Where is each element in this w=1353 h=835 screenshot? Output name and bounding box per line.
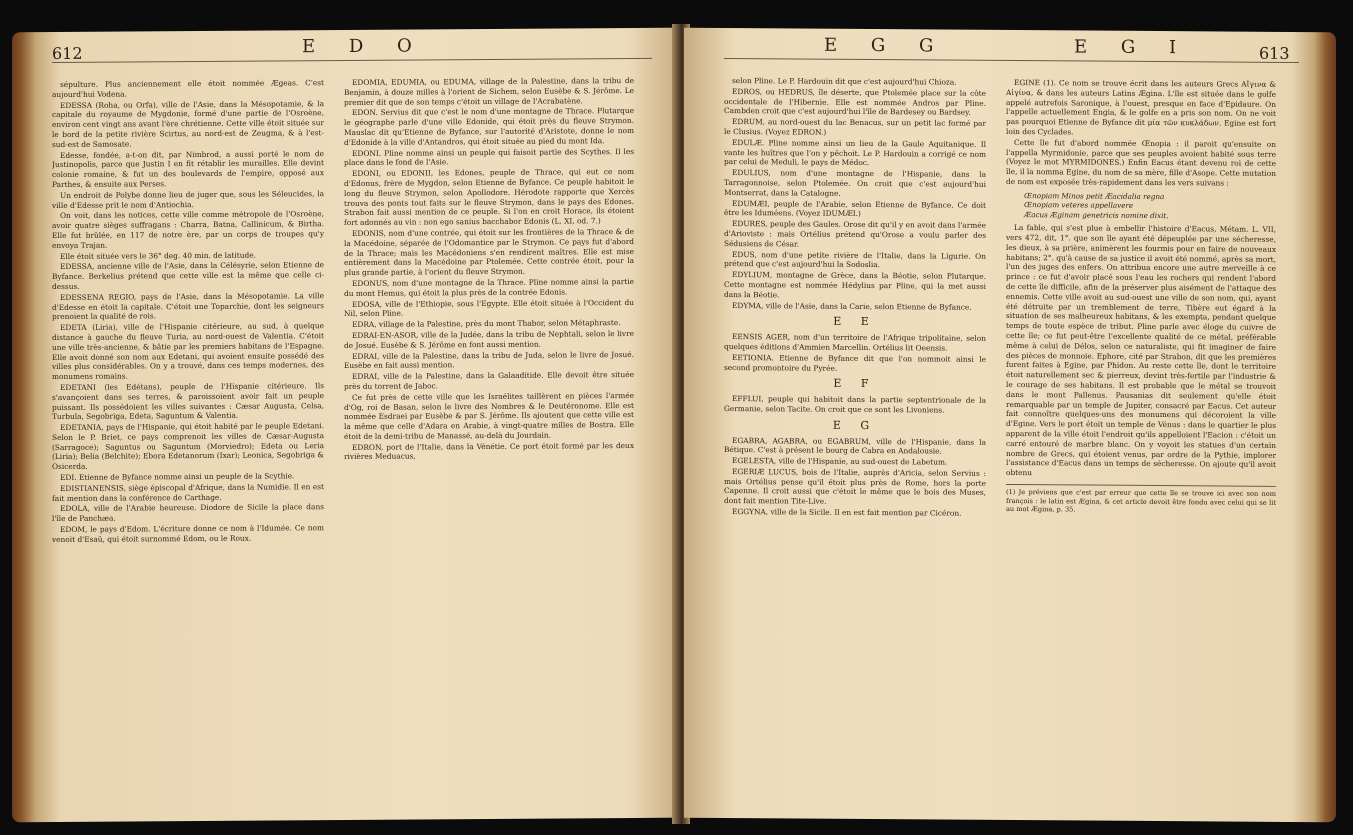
left-column-2 [344, 76, 634, 813]
section-heading-eg: E G [832, 418, 878, 432]
dictionary-entry: EDROS, ou HEDRUS, île déserte, que Ptolemée place sur la côte occidentale de l'Hibernie. Elle est nommée Andros par Pline. Cambden croit que c'est aujourd'hui l'île de Bardesey ou Bardsey. [724, 86, 986, 118]
dictionary-entry: EDUS, nom d'une petite rivière de l'Italie, dans la Ligurie. On prétend que c'est aujourd'hui la Sodoslia. [724, 249, 986, 270]
left-page [12, 28, 680, 823]
dictionary-entry: selon Pline. Le P. Hardouin dit que c'est aujourd'hui Chioza. [732, 76, 957, 87]
dictionary-entry: Cette île fut d'abord nommée Œnopia : il paroit qu'ensuite on l'appella Myrmidonie, parce que ses peuples avoient habité sous terre (Voyez le mot MYRMIDONES.) Enfin Eacus étant devenu roi de cette île, il la nomma Egine, du nom de sa mère, fille d'Asope. Cette mutation de nom est exposée très-rapidement dans les vers suivans : [1006, 137, 1276, 188]
dictionary-entry: EDRA, village de la Palestine, près du mont Thabor, selon Métaphraste. [352, 318, 621, 330]
dictionary-entry: EDESSA, ancienne ville de l'Asie, dans la Célésyrie, selon Etienne de Byfance. Berkelius prétend que cette ville est la même que celle ci-dessus. [52, 260, 324, 291]
right-column-1 [724, 76, 986, 813]
dictionary-entry: EDETANI (les Edétans), peuple de l'Hispanie citérieure. Ils s'avançoient dans ses terres, & paroissoient avoir fait un peuple puissant. Ils possédoient les villes suivantes : Cæsar Augusta, Celsa, Turbula, Segobriga, Edeta, Saguntum & Valentia. [52, 381, 324, 422]
dictionary-entry: EDRAI, ville de la Palestine, dans la Galaaditide. Elle devoit être située près du torrent de Jaboc. [344, 370, 634, 391]
dictionary-entry: EGELESTA, ville de l'Hispanie, au sud-ouest de Labetum. [732, 456, 948, 467]
dictionary-entry: EDYLIUM, montagne de Grèce, dans la Béotie, selon Plutarque. Cette montagne est nommée Hédylius par Pline, qui la met aussi dans la Béotie. [724, 270, 986, 300]
dictionary-entry: EDURES, peuple des Gaules. Orose dit qu'il y en avoit dans l'armée d'Arioviste : mais Ortélius prétend qu'Orose a voulu parler des Sédusiens de César. [724, 219, 986, 249]
dictionary-entry: EDON. Servius dit que c'est le nom d'une montagne de Thrace. Plutarque le géographe parle d'une ville Edonide, qui étoit près du fleuve Strymon. Mauslac dit qu'Etienne de Byfance, sur l'autorité d'Aristote, donne le nom d'Edonide à la ville d'Antandros, qui étoit située au pied du mont Ida. [344, 106, 634, 147]
dictionary-entry: EFFLUI, peuple qui habitoit dans la partie septentrionale de la Germanie, selon Tacite. On croit que ce sont les Livoniens. [724, 394, 986, 415]
verse-line: Œnopiam veteres appellavere [1024, 200, 1134, 211]
dictionary-entry: Un endroit de Polybe donne lieu de juger que, sous les Séleucides, la ville d'Edesse prit le nom d'Antiochia. [52, 188, 324, 210]
dictionary-entry: EETIONIA. Etienne de Byfance dit que l'on nommoit ainsi le second promontoire du Pyrée. [724, 352, 986, 373]
right-page [684, 28, 1336, 823]
dictionary-entry: EGINE (1). Ce nom se trouve écrit dans les auteurs Grecs Αἴγινα & Αἰγίνα, & dans les auteurs Latins Ægina. L'île est située dans le golfe appelé autrefois Saronique, à l'ouest, presque en face d'Epidaure. On l'appelle actuellement Engia, & le golfe en a pris son nom. On ne voit pas pourquoi Etienne de Byfance dit μία τῶν κυκλάδων. Egine est fort loin des Cyclades. [1006, 78, 1276, 137]
dictionary-entry: EDOMIA, EDUMIA, ou EDUMA, village de la Palestine, dans la tribu de Benjamin, à douze milles à l'orient de Sichem, selon Eusèbe & S. Jérôme. Le premier dit que de son temps c'étoit un village de l'Acrabatène. [344, 75, 634, 107]
dictionary-entry: EDISTIANENSIS, siège épiscopal d'Afrique, dans la Numidie. Il en est fait mention dans la conférence de Carthage. [52, 482, 324, 503]
right-column-2 [1006, 78, 1276, 815]
left-header-rule [52, 58, 652, 63]
dictionary-entry: sépulture. Plus anciennement elle étoit nommée Ægeas. C'est aujourd'hui Vodena. [52, 78, 324, 99]
dictionary-entry: EDESSENA REGIO, pays de l'Asie, dans la Mésopotamie. La ville d'Edesse en étoit la capitale. C'étoit une Toparchie, dont les seigneurs prenoient la qualité de rois. [52, 290, 324, 322]
dictionary-entry: EDYMA, ville de l'Asie, dans la Carie, selon Etienne de Byfance. [732, 300, 972, 312]
dictionary-entry: EDRON, port de l'Italie, dans la Vénétie. Ce port étoit formé par les deux rivières Meduacus, [344, 440, 634, 462]
footnote: (1) Je préviens que c'est par erreur que cette île se trouve ici avec son nom françois : le latin est Ægina, & cet article devoit être fondu avec celui qui se lit au mot Ægina, p. 35. [1006, 484, 1276, 516]
dictionary-entry: EENSIS AGER, nom d'un territoire de l'Afrique tripolitaine, selon quelques éditions d'Ammien Marcellin. Ortélius lit Oeensis. [724, 332, 986, 353]
verse-line: Œnopiam Minos petit Æacidalia regna [1024, 190, 1165, 201]
right-page-number: 613 [1259, 43, 1290, 63]
dictionary-entry: On voit, dans les notices, cette ville comme métropole de l'Osroène, avoir quatre sièges suffragans : Charra, Batna, Callinicum, & Birtha. Elle fut brûlée, en 117 de notre ère, par un corps de troupes qu'y envoya Trajan. [52, 209, 324, 250]
left-column-1 [52, 78, 324, 815]
left-page-number: 612 [52, 43, 83, 64]
section-heading-ee: E E [833, 315, 877, 329]
dictionary-entry: EDETANIA, pays de l'Hispanie, qui étoit habité par le peuple Edetani. Selon le P. Briet, ce pays comprenoit les villes de Cæsar-Augusta (Sarragoce); Saguntus ou Saguntum (Morviedro); Edeta ou Leria (Liria); Belia (Belchite); Ebora Edetanorum (Ixar); Leonica, Segobriga & Osicerda. [52, 421, 324, 472]
verse-line: Æacus Æginam genetricis nomine dixit. [1024, 209, 1169, 220]
right-header-rule [724, 58, 1299, 63]
dictionary-entry: Elle étoit située vers le 36° deg. 40 min. de latitude. [60, 250, 256, 261]
dictionary-entry: EDULÆ. Pline nomme ainsi un lieu de la Gaule Aquitanique. Il vante les huîtres que l'on y pêchoit. Le P. Hardouin a corrigé ce nom par celui de Meduli, le pays de Médoc. [724, 137, 986, 168]
right-running-header-1: E G G [824, 34, 948, 57]
dictionary-entry: EDONUS, nom d'une montagne de la Thrace. Pline nomme ainsi la partie du mont Hemus, qui étoit la plus près de la contrée Edonis. [344, 276, 634, 298]
section-heading-ef: E F [833, 377, 877, 391]
dictionary-entry: EDESSA (Roha, ou Orfa), ville de l'Asie, dans la Mésopotamie, & la capitale du royaume de Mygdonie, formé d'une partie de l'Osroène, environ cent vingt ans avant l'ère chrétienne. Cette ville étoit située sur le bord de la petite rivière Scirtus, au nord-est de Zeugma, & à l'est-sud-est de Samosate. [52, 98, 324, 149]
dictionary-entry: EDOLA, ville de l'Arabie heureuse. Diodore de Sicile la place dans l'île de Panchæa. [52, 502, 324, 524]
verse-quote [1024, 191, 1276, 221]
dictionary-entry: EDUMÆI, peuple de l'Arabie, selon Etienne de Byfance. Ce doit être les Iduméens. (Voyez IDUMÆI.) [724, 198, 986, 219]
right-running-header-2: E G I [1074, 36, 1191, 59]
dictionary-entry: EDOSA, ville de l'Ethiopie, sous l'Egypte. Elle étoit située à l'Occident du Nil, selon Pline. [344, 297, 634, 319]
dictionary-entry: La fable, qui s'est plue à embellir l'histoire d'Eacus, Métam. L. VII, vers 472, dit, 1°. que son île ayant été dépeuplée par une sécheresse, les dieux, à sa prière, animèrent les fourmis pour en faire de nouveaux habitans; 2°. qu'à cause de sa justice il avoit été nommé, après sa mort, l'un des juges des enfers. On attribua encore une autre merveille à ce prince : ce fut d'avoir placé sous l'eau les rochers qui rendent l'abord de cette île difficile, afin de la préserver plus aisément de l'attaque des ennemis. Cette ville avoit au sud-ouest une ville de son nom, qui, ayant été détruite par un tremblement de terre, Tibère eut égard à la situation de ses malheureux habitans, & les exempta, pendant quelque temps de toute espèce de tribut. Pline parle avec éloge du cuivre de cette île; ce fut peut-être l'excellente qualité de ce métal, préférable même à celui de Délos, selon ce naturaliste, qui fit imaginer de faire des pièces de monnoie. Ephore, cité par Strabon, dit que les premières furent faites à Egine, par Phidon. Au reste cette île, dont le territoire étoit naturellement sec & pierreux, devint très-fertile par l'industrie & le courage de ses habitans. Il est probable que le métal se trouvoit dans le mont Pallenus. Pausanias dit seulement qu'elle étoit remarquable par un temple de Jupiter, consacré par Eacus. Cet auteur fait connoître quelques-uns des monumens qui décoroient la ville d'Egine. Vers le port étoit un temple de Vénus : dans le quartier le plus apparent de la ville étoit l'endroit qu'ils appelloient l'Eacion : c'étoit un carré entouré de marbre blanc. On y voyoit les statues d'un certain nombre de Grecs, qui étoient venus, par ordre de la Pythie, implorer l'assistance d'Eacus dans un temps de sécheresse. On ajoute qu'il avoit obtenu [1006, 223, 1276, 478]
dictionary-entry: EDI. Etienne de Byfance nomme ainsi un peuple de la Scythie. [60, 471, 295, 483]
dictionary-entry: EDRAI-EN-ASOR, ville de la Judée, dans la tribu de Nephtali, selon le livre de Josué. Eusèbe & S. Jérôme en font aussi mention. [344, 328, 634, 350]
dictionary-entry: EGERIÆ LUCUS, bois de l'Italie, auprès d'Aricia, selon Servius : mais Ortélius pense qu'il étoit plus près de Rome, hors la porte Capenne. Il croit aussi que c'étoit le même que le bois des Muses, dont fait mention Tite-Live. [724, 466, 986, 506]
dictionary-entry: EDONIS, nom d'une contrée, qui étoit sur les frontières de la Thrace & de la Macédoine, séparée de l'Odomantice par le Strymon. Ce pays fut d'abord de la Thrace; mais les Macédoniens s'en rendirent maîtres. Elle est mise entièrement dans la Macédoine par Ptolemée. Cette contrée étoit, pour la plus grande partie, à l'orient du fleuve Strymon. [344, 226, 634, 278]
dictionary-entry: Edesse, fondée, a-t-on dit, par Nimbrod, a aussi porté le nom de Justinopolis, parce que Justin I en fit rétablir les murailles. Elle devint colonie romaine, & fut un des boulevards de l'empire, opposé aux Parthes, & ensuite aux Perses. [52, 148, 324, 190]
dictionary-entry: EGABRA, AGABRA, ou EGABRUM, ville de l'Hispanie, dans la Bétique. C'est à présent le bourg de Cabra en Andalousie. [724, 435, 986, 456]
dictionary-entry: EDONI, ou EDONII, les Edones, peuple de Thrace, qui eut ce nom d'Edonus, frère de Mygdon, selon Etienne de Byfance. Ce peuple habitoit le long du fleuve Strymon, selon Apollodore. Hérodote rapporte que Xercès trouva des ponts tout faits sur le fleuve Strymon, dans le pays des Edones. Strabon fait aussi mention de ce peuple. Si l'on en croit Horace, ils étoient fort adonnés au vin : non ego sanius bacchabor Edonis (L. XI, od. 7.) [344, 167, 634, 228]
dictionary-entry: EDOM, le pays d'Edom. L'écriture donne ce nom à l'Idumée. Ce nom venoit d'Esaü, qui étoit surnommé Edom, ou le Roux. [52, 523, 324, 544]
dictionary-entry: EDETA (Liria), ville de l'Hispanie citérieure, au sud, à quelque distance à gauche du fleuve Turia, au nord-ouest de Valentia. C'étoit une ville très-ancienne, & bâtie par les premiers habitans de l'Espagne. Elle avoit donné son nom aux Edetani, qui avoient ensuite possédé des villes plus considérables. On y a trouvé, dans ces temps modernes, des monumens romains. [52, 321, 324, 382]
dictionary-entry: EDONI. Pline nomme ainsi un peuple qui faisoit partie des Scythes. Il les place dans le fond de l'Asie. [344, 146, 634, 168]
dictionary-entry: EGGYNA, ville de la Sicile. Il en est fait mention par Cicéron. [732, 507, 962, 518]
dictionary-entry: EDRUM, au nord-ouest du lac Benacus, sur un petit lac formé par le Clusius. (Voyez EDRON.) [724, 117, 986, 137]
dictionary-entry: Ce fut près de cette ville que les Israélites taillèrent en pièces l'armée d'Og, roi de Basan, selon le livre des Nombres & le Deutéronome. Elle est nommée Esdraei par Eusèbe & par S. Jérôme. Ils ajoutent que cette ville est la même que celle d'Adara en Arabie, à vingt-quatre milles de Bostra. Elle étoit de la demi-tribu de Manassé, au-delà du Jourdain. [344, 390, 634, 441]
dictionary-entry: EDRAI, ville de la Palestine, dans la tribu de Juda, selon le livre de Josué. Eusèbe en fait aussi mention. [344, 349, 634, 371]
dictionary-entry: EDULIUS, nom d'une montagne de l'Hispanie, dans la Tarragonnoise, selon Ptolemée. On croit que c'est aujourd'hui Montserrat, dans la Catalogne. [724, 168, 986, 198]
left-running-header: E D O [302, 35, 426, 58]
